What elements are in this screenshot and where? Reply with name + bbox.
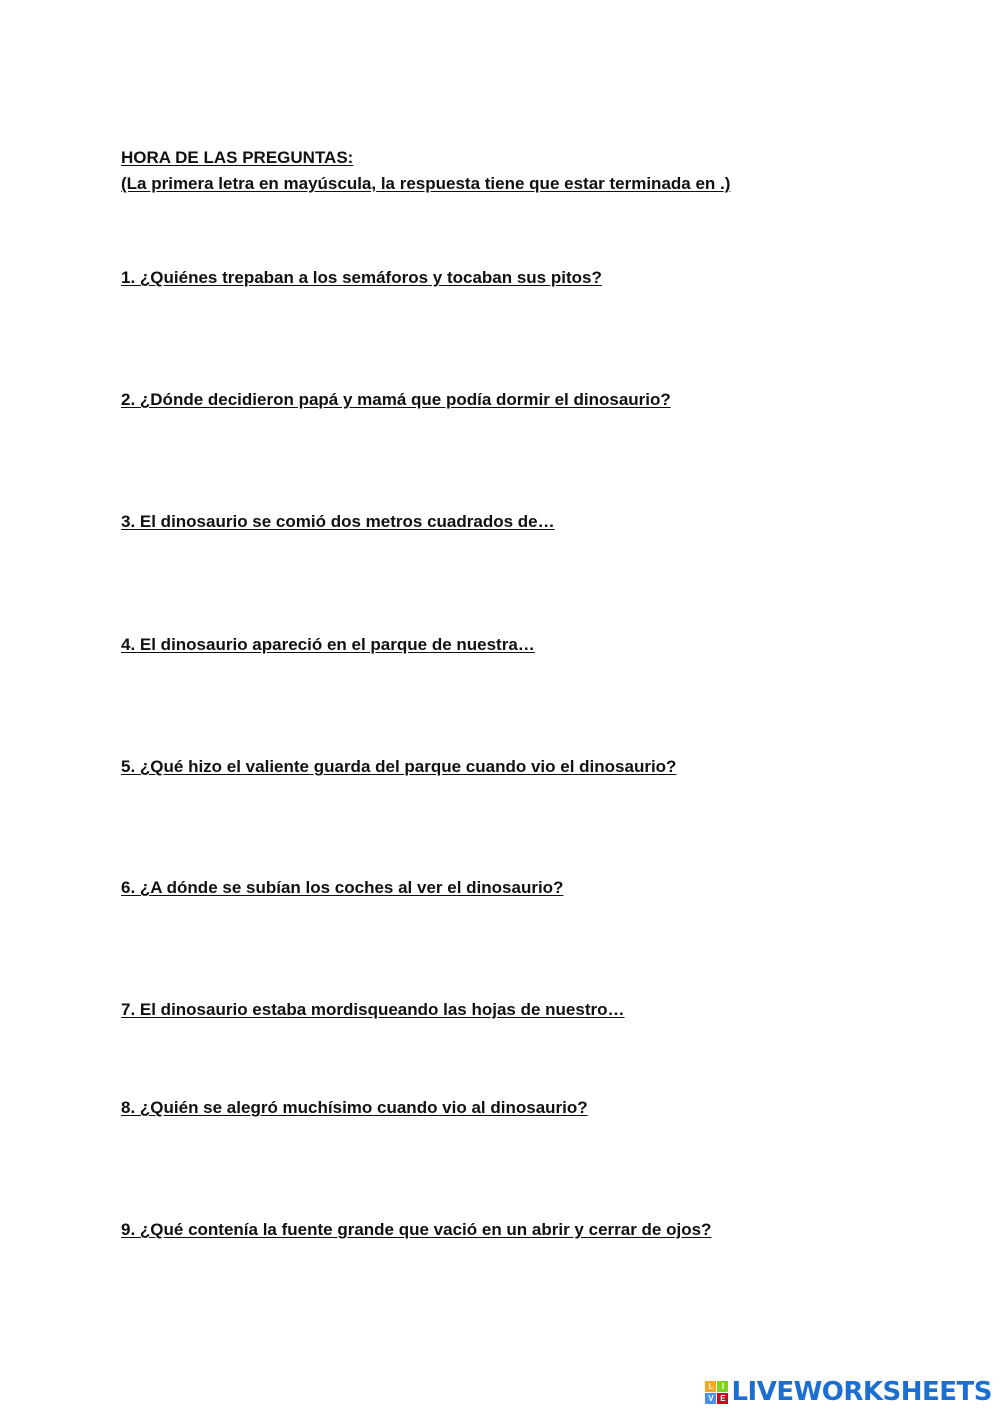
- instructions: (La primera letra en mayúscula, la respuesta tiene que estar terminada en .): [121, 174, 731, 193]
- question-2: 2. ¿Dónde decidieron papá y mamá que podía dormir el dinosaurio?: [121, 390, 671, 409]
- logo-letter: L: [705, 1381, 716, 1392]
- question-5: 5. ¿Qué hizo el valiente guarda del parque cuando vio el dinosaurio?: [121, 757, 677, 776]
- question-7: 7. El dinosaurio estaba mordisqueando las hojas de nuestro…: [121, 1000, 625, 1019]
- watermark-text: LIVEWORKSHEETS: [731, 1377, 992, 1407]
- liveworksheets-logo-icon: [705, 1381, 728, 1404]
- worksheet-header: [121, 145, 730, 197]
- question-9: 9. ¿Qué contenía la fuente grande que vació en un abrir y cerrar de ojos?: [121, 1220, 712, 1239]
- question-1: 1. ¿Quiénes trepaban a los semáforos y tocaban sus pitos?: [121, 268, 602, 287]
- question-4: 4. El dinosaurio apareció en el parque de nuestra…: [121, 635, 535, 654]
- question-3: 3. El dinosaurio se comió dos metros cuadrados de…: [121, 512, 555, 531]
- logo-letter: E: [717, 1393, 728, 1404]
- question-8: 8. ¿Quién se alegró muchísimo cuando vio al dinosaurio?: [121, 1098, 588, 1117]
- logo-letter: V: [705, 1393, 716, 1404]
- question-6: 6. ¿A dónde se subían los coches al ver el dinosaurio?: [121, 878, 564, 897]
- liveworksheets-watermark: [705, 1377, 992, 1407]
- logo-letter: I: [717, 1381, 728, 1392]
- page-title: HORA DE LAS PREGUNTAS:: [121, 148, 354, 167]
